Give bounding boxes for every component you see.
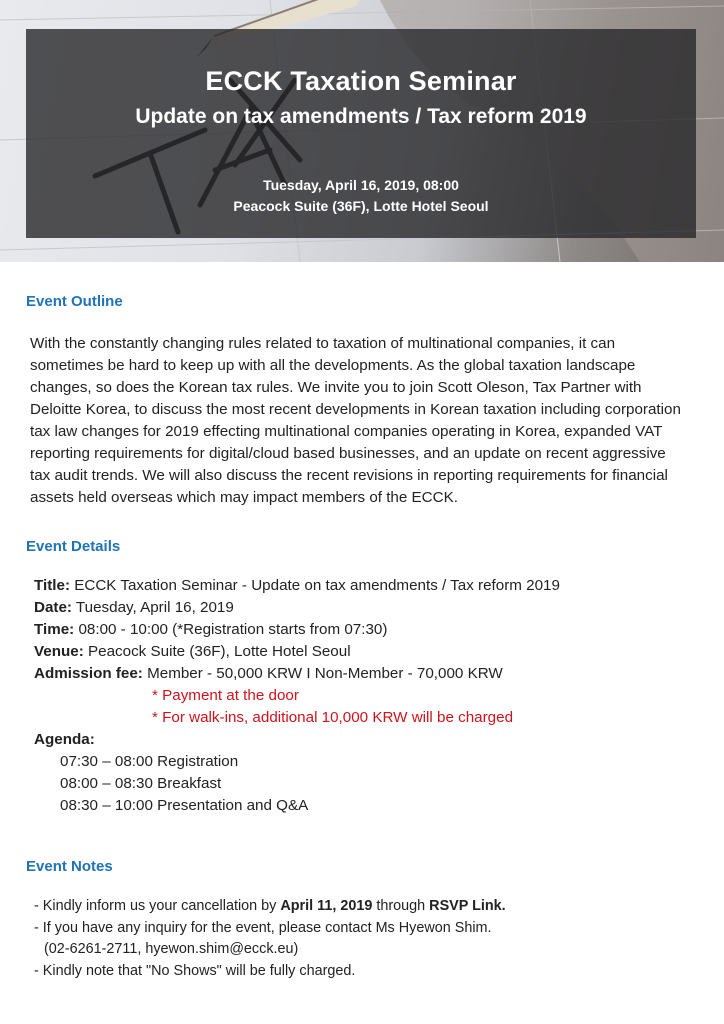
fee-label: Admission fee:	[34, 665, 143, 682]
hero-venue: Peacock Suite (36F), Lotte Hotel Seoul	[233, 198, 489, 214]
date-value: Tuesday, April 16, 2019	[71, 599, 234, 616]
agenda-item: 07:30 – 08:00 Registration	[60, 753, 239, 770]
venue-label: Venue:	[34, 643, 84, 660]
note-inquiry: - If you have any inquiry for the event, please contact Ms Hyewon Shim.	[34, 919, 492, 936]
agenda-item: 08:30 – 10:00 Presentation and Q&A	[60, 797, 309, 814]
fee-value: Member - 50,000 KRW I Non-Member - 70,000 KRW	[142, 665, 503, 682]
fee-note-walkin: * For walk-ins, additional 10,000 KRW will be charged	[152, 709, 514, 726]
agenda-label: Agenda:	[34, 731, 95, 748]
detail-date-row	[34, 597, 694, 619]
hero-date: Tuesday, April 16, 2019, 08:00	[263, 177, 459, 193]
rsvp-link[interactable]: RSVP Link.	[429, 898, 506, 914]
event-details	[34, 575, 694, 817]
note-cancellation-text: - Kindly inform us your cancellation by	[34, 898, 281, 914]
note-no-shows: - Kindly note that "No Shows" will be fully charged.	[34, 962, 356, 979]
detail-title-row	[34, 575, 694, 597]
title-label: Title:	[34, 577, 71, 594]
detail-venue-row	[34, 641, 694, 663]
note-through-text: through	[372, 898, 430, 914]
detail-time-row	[34, 619, 694, 641]
notes-heading: Event Notes	[26, 858, 113, 875]
date-label: Date:	[34, 599, 72, 616]
time-value: 08:00 - 10:00 (*Registration starts from 07:30)	[74, 621, 388, 638]
title-value: ECCK Taxation Seminar - Update on tax amendments / Tax reform 2019	[70, 577, 560, 594]
note-cancellation	[34, 896, 694, 918]
hero-subtitle: Update on tax amendments / Tax reform 2019	[135, 105, 587, 128]
hero-title: ECCK Taxation Seminar	[205, 66, 517, 96]
fee-note-payment: * Payment at the door	[152, 687, 299, 704]
event-notes	[34, 896, 694, 982]
details-heading: Event Details	[26, 538, 121, 555]
detail-fee-row	[34, 663, 694, 685]
agenda-item: 08:00 – 08:30 Breakfast	[60, 775, 222, 792]
cancellation-deadline: April 11, 2019	[280, 898, 373, 914]
outline-heading: Event Outline	[26, 293, 123, 310]
note-contact: (02-6261-2711, hyewon.shim@ecck.eu)	[44, 941, 299, 957]
hero-banner	[0, 0, 724, 262]
outline-body: With the constantly changing rules related to taxation of multinational companies, it can sometimes be hard to keep up with all the developments. As the global taxation landscape changes, so does the Korean tax rules. We invite you to join Scott Oleson, Tax Partner with Deloitte Korea, to discuss the most recent developments in Korean taxation including corporation tax law changes for 2019 effecting multinational companies operating in Korea, expanded VAT reporting requirements for digital/cloud based businesses, and an update on recent aggressive tax audit trends. We will also discuss the recent revisions in reporting requirements for financial assets held overseas which may impact members of the ECCK.	[30, 335, 681, 506]
venue-value: Peacock Suite (36F), Lotte Hotel Seoul	[83, 643, 351, 660]
time-label: Time:	[34, 621, 75, 638]
